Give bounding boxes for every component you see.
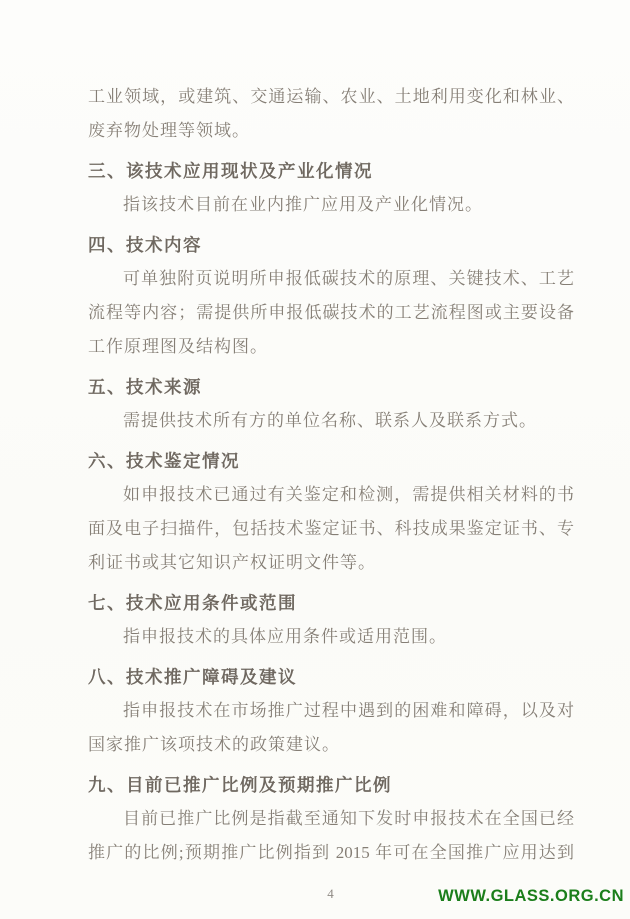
document-text-line: 需提供技术所有方的单位名称、联系人及联系方式。: [123, 411, 537, 430]
document-text-line: 工业领域，或建筑、交通运输、农业、土地利用变化和林业、: [88, 87, 574, 106]
section-heading: 九、目前已推广比例及预期推广比例: [88, 775, 392, 795]
document-text-line: 利证书或其它知识产权证明文件等。: [88, 553, 376, 572]
document-text-line: 如申报技术已通过有关鉴定和检测，需提供相关材料的书: [123, 485, 574, 504]
document-text-line: 指该技术目前在业内推广应用及产业化情况。: [123, 195, 483, 214]
document-text-line: 可单独附页说明所申报低碳技术的原理、关键技术、工艺: [123, 269, 574, 288]
document-text-line: 指申报技术的具体应用条件或适用范围。: [123, 627, 447, 646]
section-heading: 七、技术应用条件或范围: [88, 593, 297, 613]
document-text-line: 废弃物处理等领域。: [88, 121, 250, 140]
document-text-line: 国家推广该项技术的政策建议。: [88, 735, 340, 754]
section-heading: 四、技术内容: [88, 235, 202, 255]
section-heading: 六、技术鉴定情况: [88, 451, 240, 471]
document-body: [88, 80, 574, 870]
section-heading: 八、技术推广障碍及建议: [88, 667, 297, 687]
section-heading: 五、技术来源: [88, 377, 202, 397]
page-number: 4: [327, 886, 335, 901]
section-heading: 三、该技术应用现状及产业化情况: [88, 161, 373, 181]
document-text-line: 工作原理图及结构图。: [88, 337, 268, 356]
document-text-line: 指申报技术在市场推广过程中遇到的困难和障碍，以及对: [123, 701, 574, 720]
document-text-line: 面及电子扫描件，包括技术鉴定证书、科技成果鉴定证书、专: [88, 519, 574, 538]
document-text-line: 目前已推广比例是指截至通知下发时申报技术在全国已经: [123, 809, 574, 828]
watermark-text: WWW.GLASS.ORG.CN: [438, 887, 624, 905]
document-text-line: 流程等内容；需提供所申报低碳技术的工艺流程图或主要设备: [88, 303, 574, 322]
document-text-line: 推广的比例;预期推广比例指到 2015 年可在全国推广应用达到: [88, 843, 574, 862]
